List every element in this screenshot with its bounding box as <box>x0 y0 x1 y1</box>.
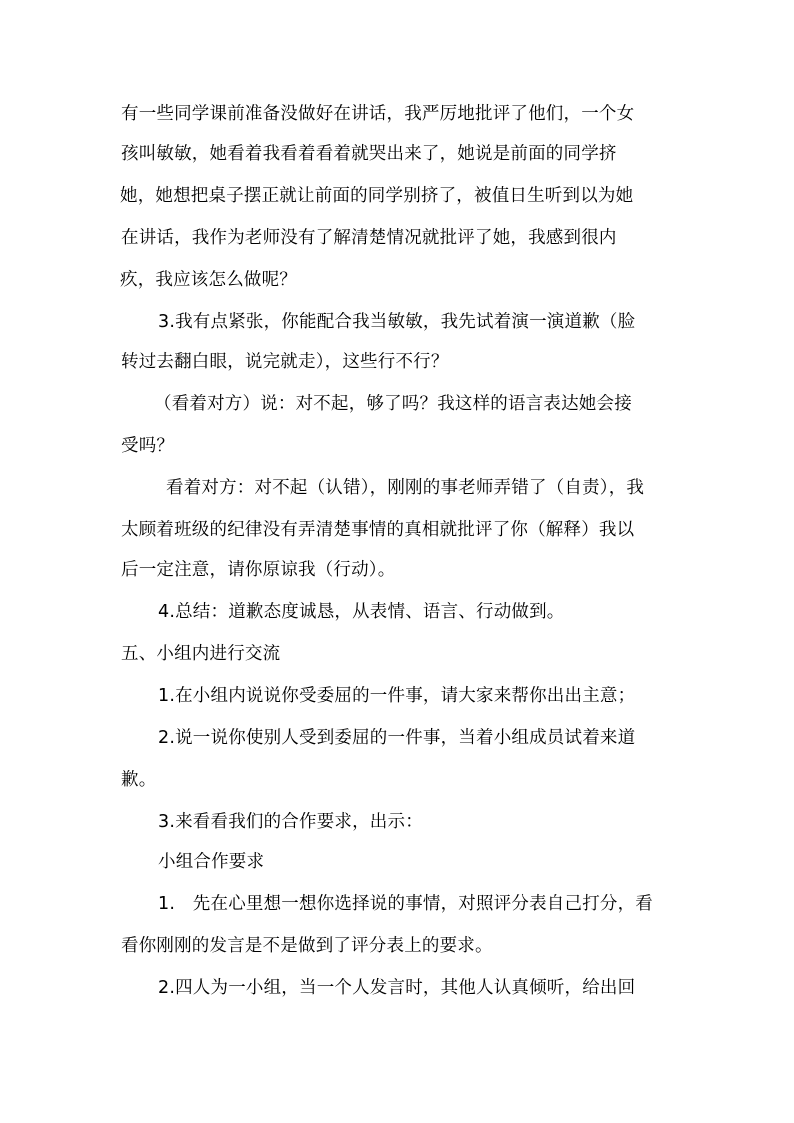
section-heading: 五、小组内进行交流 <box>121 644 281 664</box>
paragraph-line: 看着对方：对不起（认错），刚刚的事老师弄错了（自责），我 <box>166 478 645 498</box>
paragraph-line: 后一定注意，请你原谅我（行动）。 <box>121 560 396 580</box>
numbered-item: 1.在小组内说说你受委屈的一件事，请大家来帮你出出主意； <box>158 686 636 706</box>
numbered-item: 3.我有点紧张，你能配合我当敏敏，我先试着演一演道歉（脸 <box>158 312 636 332</box>
paragraph-line: 看你刚刚的发言是不是做到了评分表上的要求。 <box>121 936 493 956</box>
paragraph-line: 受吗？ <box>121 436 175 456</box>
paragraph-line: 歉。 <box>121 770 157 790</box>
paragraph-line: 她，她想把桌子摆正就让前面的同学别挤了，被值日生听到以为她 <box>120 186 634 206</box>
numbered-item: 3.来看看我们的合作要求，出示： <box>158 812 423 832</box>
numbered-item: 2.四人为一小组，当一个人发言时，其他人认真倾听，给出回 <box>158 978 636 998</box>
paragraph-line: 在讲话，我作为老师没有了解清楚情况就批评了她，我感到很内 <box>121 228 617 248</box>
paragraph-line: 转过去翻白眼，说完就走），这些行不行？ <box>121 352 449 372</box>
numbered-item: 4.总结：道歉态度诚恳，从表情、语言、行动做到。 <box>158 602 565 622</box>
paragraph-line: （看着对方）说：对不起，够了吗？我这样的语言表达她会接 <box>154 394 632 414</box>
paragraph-line: 太顾着班级的纪律没有弄清楚事情的真相就批评了你（解释）我以 <box>121 520 635 540</box>
numbered-item: 2.说一说你使别人受到委屈的一件事，当着小组成员试着来道 <box>158 728 636 748</box>
subheading: 小组合作要求 <box>158 852 265 872</box>
numbered-item: 1. 先在心里想一想你选择说的事情，对照评分表自己打分，看 <box>158 894 653 914</box>
paragraph-line: 疚，我应该怎么做呢？ <box>120 270 297 290</box>
paragraph-line: 有一些同学课前准备没做好在讲话，我严厉地批评了他们，一个女 <box>121 104 635 124</box>
paragraph-line: 孩叫敏敏，她看着我看着看着就哭出来了，她说是前面的同学挤 <box>121 144 617 164</box>
